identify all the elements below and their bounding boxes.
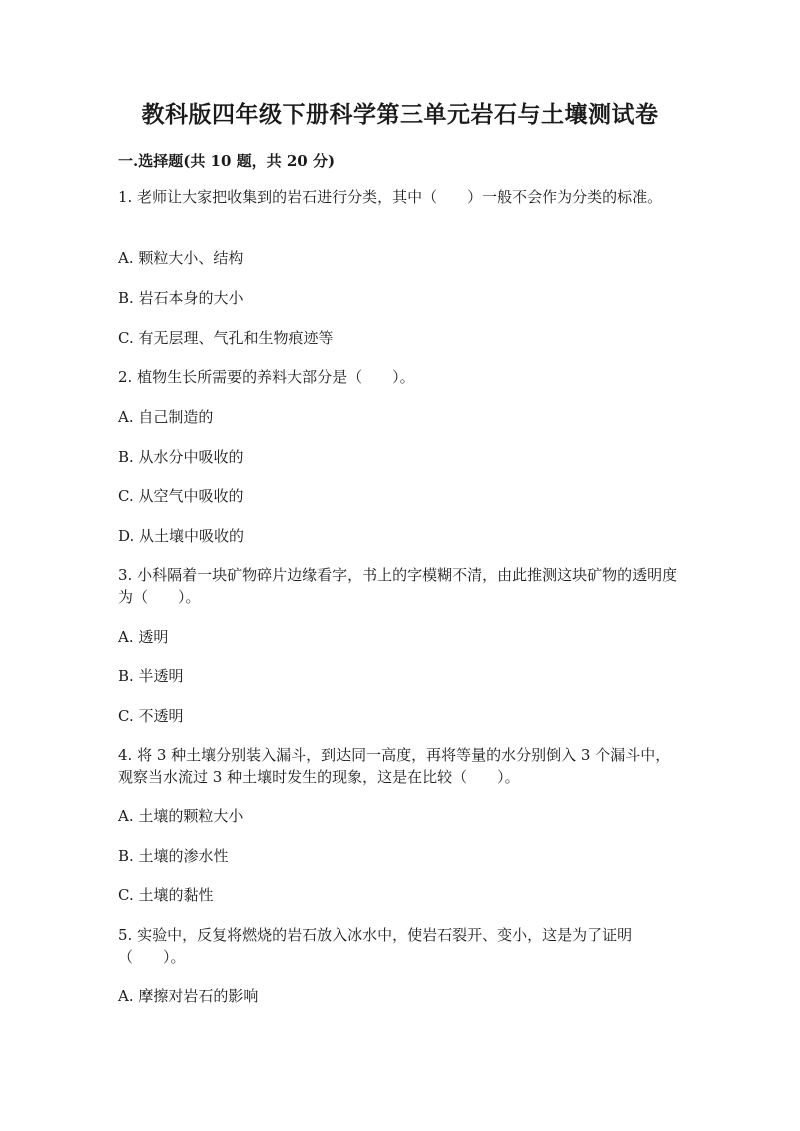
section-heading: 一.选择题(共 10 题，共 20 分) (118, 152, 336, 170)
answer-option: B. 土壤的渗水性 (118, 847, 229, 865)
answer-option: D. 从土壤中吸收的 (118, 527, 245, 545)
answer-option: A. 土壤的颗粒大小 (118, 807, 244, 825)
question-stem: 2. 植物生长所需要的养料大部分是（ ）。 (118, 368, 415, 386)
exam-title: 教科版四年级下册科学第三单元岩石与土壤测试卷 (141, 101, 659, 128)
question-stem: 3. 小科隔着一块矿物碎片边缘看字，书上的字模糊不清，由此推测这块矿物的透明度为（ ）。 (118, 566, 678, 606)
question-stem: 5. 实验中，反复将燃烧的岩石放入冰水中，使岩石裂开、变小，这是为了证明（ ）。 (118, 926, 633, 966)
answer-option: A. 颗粒大小、结构 (118, 249, 244, 267)
answer-option: C. 土壤的黏性 (118, 886, 214, 904)
answer-option: B. 从水分中吸收的 (118, 448, 244, 466)
answer-option: C. 有无层理、气孔和生物痕迹等 (118, 329, 334, 347)
answer-option: B. 半透明 (118, 667, 184, 685)
question-stem: 4. 将 3 种土壤分别装入漏斗，到达同一高度，再将等量的水分别倒入 3 个漏斗中，观察当水流过 3 种土壤时发生的现象，这是在比较（ ）。 (118, 746, 671, 786)
question-stem: 1. 老师让大家把收集到的岩石进行分类，其中（ ）一般不会作为分类的标准。 (118, 188, 663, 206)
answer-option: B. 岩石本身的大小 (118, 289, 244, 307)
answer-option: A. 自己制造的 (118, 408, 214, 426)
answer-option: A. 透明 (118, 628, 169, 646)
answer-option: A. 摩擦对岩石的影响 (118, 987, 259, 1005)
answer-option: C. 从空气中吸收的 (118, 487, 244, 505)
answer-option: C. 不透明 (118, 707, 184, 725)
